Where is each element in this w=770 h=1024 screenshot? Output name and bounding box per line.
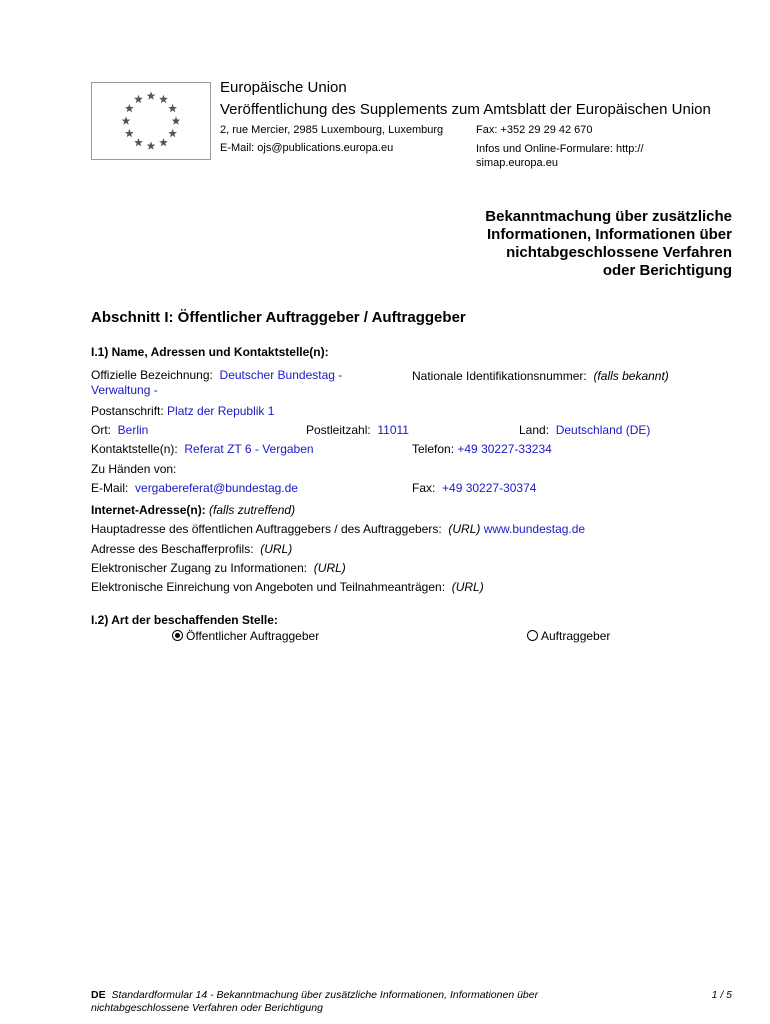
electronic-submission [91,580,484,594]
zip [306,423,409,437]
contact-label: Kontaktstelle(n): [91,442,178,456]
eu-star-icon [122,116,131,124]
document-title-line1: Bekanntmachung über zusätzliche [485,208,732,225]
phone [412,442,552,456]
eu-flag-stars-icon [91,82,211,160]
page-number: 1 / 5 [711,989,732,1001]
header-email: E-Mail: ojs@publications.europa.eu [220,142,394,154]
document-title-line3: nichtabgeschlossene Verfahren [506,244,732,261]
national-id [412,369,669,383]
eu-star-icon [147,91,156,99]
option-public-authority [172,629,319,643]
footer-language: DE [91,989,106,1001]
electronic-submission-label: Elektronische Einreichung von Angeboten und Teilnahmeanträgen: [91,580,446,594]
country-label: Land: [519,423,550,437]
postal-address [91,404,274,418]
phone-value: +49 30227-33234 [457,442,552,456]
electronic-access [91,561,346,575]
header-info [476,142,676,170]
header-info-line1: Infos und Online-Formulare: http:// [476,143,644,155]
internet-hint: (falls zutreffend) [209,503,296,517]
attention-label: Zu Händen von: [91,462,177,476]
document-title [432,208,732,280]
eu-star-icon [168,104,177,112]
eu-star-icon [125,104,134,112]
official-name [91,368,381,398]
eu-star-icon [172,116,181,124]
zip-value: 11011 [377,423,409,437]
option-entity-label: Auftraggeber [541,629,611,643]
section-title: Abschnitt I: Öffentlicher Auftraggeber / Auftraggeber [91,309,466,326]
header-fax: Fax: +352 29 29 42 670 [476,124,593,136]
document-title-line2: Informationen, Informationen über [486,226,732,243]
electronic-access-label: Elektronischer Zugang zu Informationen: [91,561,308,575]
main-address-label: Hauptadresse des öffentlichen Auftraggebers / des Auftraggebers: [91,522,442,536]
city-label: Ort: [91,423,111,437]
electronic-access-url-hint: (URL) [313,561,346,575]
eu-star-icon [134,95,143,103]
contact-value: Referat ZT 6 - Vergaben [184,442,314,456]
subsection-title-i1: I.1) Name, Adressen und Kontaktstelle(n): [91,345,329,359]
fax-value: +49 30227-30374 [442,481,537,495]
footer-form-text2: nichtabgeschlossene Verfahren oder Berichtigung [91,1002,323,1014]
internet-label: Internet-Adresse(n): [91,503,206,517]
contact-point [91,442,314,456]
footer [91,989,591,1015]
email-label: E-Mail: [91,481,129,495]
buyer-profile [91,542,292,556]
fax-label: Fax: [412,481,436,495]
option-contracting-entity [527,629,610,643]
eu-star-icon [125,129,134,137]
header-org: Europäische Union [220,79,347,96]
city-value: Berlin [117,423,149,437]
national-id-label: Nationale Identifikationsnummer: [412,369,587,383]
footer-line1 [91,989,591,1002]
header-address: 2, rue Mercier, 2985 Luxembourg, Luxemburg [220,124,444,136]
postal-label: Postanschrift: [91,404,164,418]
electronic-submission-url-hint: (URL) [451,580,484,594]
main-address-url-hint: (URL) [448,522,481,536]
eu-star-icon [147,141,156,149]
eu-star-icon [134,138,143,146]
postal-value: Platz der Republik 1 [167,404,275,418]
zip-label: Postleitzahl: [306,423,371,437]
country [519,423,650,437]
email [91,481,298,495]
header-publication: Veröffentlichung des Supplements zum Amtsblatt der Europäischen Union [220,101,711,118]
footer-form-text: Standardformular 14 - Bekanntmachung über zusätzliche Informationen, Informationen über [111,989,539,1001]
main-address [91,522,585,536]
eu-star-icon [159,138,168,146]
main-address-link[interactable]: www.bundestag.de [483,522,586,536]
email-value[interactable]: vergabereferat@bundestag.de [135,481,298,495]
official-name-row [91,368,381,398]
fax [412,481,536,495]
subsection-title-i2: I.2) Art der beschaffenden Stelle: [91,613,278,627]
document-title-line4: oder Berichtigung [602,262,732,279]
internet-addresses [91,503,295,517]
official-name-value: Deutscher Bundestag - Verwaltung - [91,368,343,397]
city [91,423,148,437]
buyer-profile-url-hint: (URL) [260,542,293,556]
radio-selected-icon [172,630,183,641]
header-info-line2: simap.europa.eu [476,157,558,169]
eu-star-icon [159,95,168,103]
official-name-label: Offizielle Bezeichnung: [91,368,213,382]
radio-unselected-icon [527,630,538,641]
buyer-profile-label: Adresse des Beschafferprofils: [91,542,254,556]
eu-star-icon [168,129,177,137]
country-value: Deutschland (DE) [555,423,651,437]
phone-label: Telefon: [412,442,455,456]
national-id-hint: (falls bekannt) [593,369,669,383]
option-public-label: Öffentlicher Auftraggeber [186,629,320,643]
